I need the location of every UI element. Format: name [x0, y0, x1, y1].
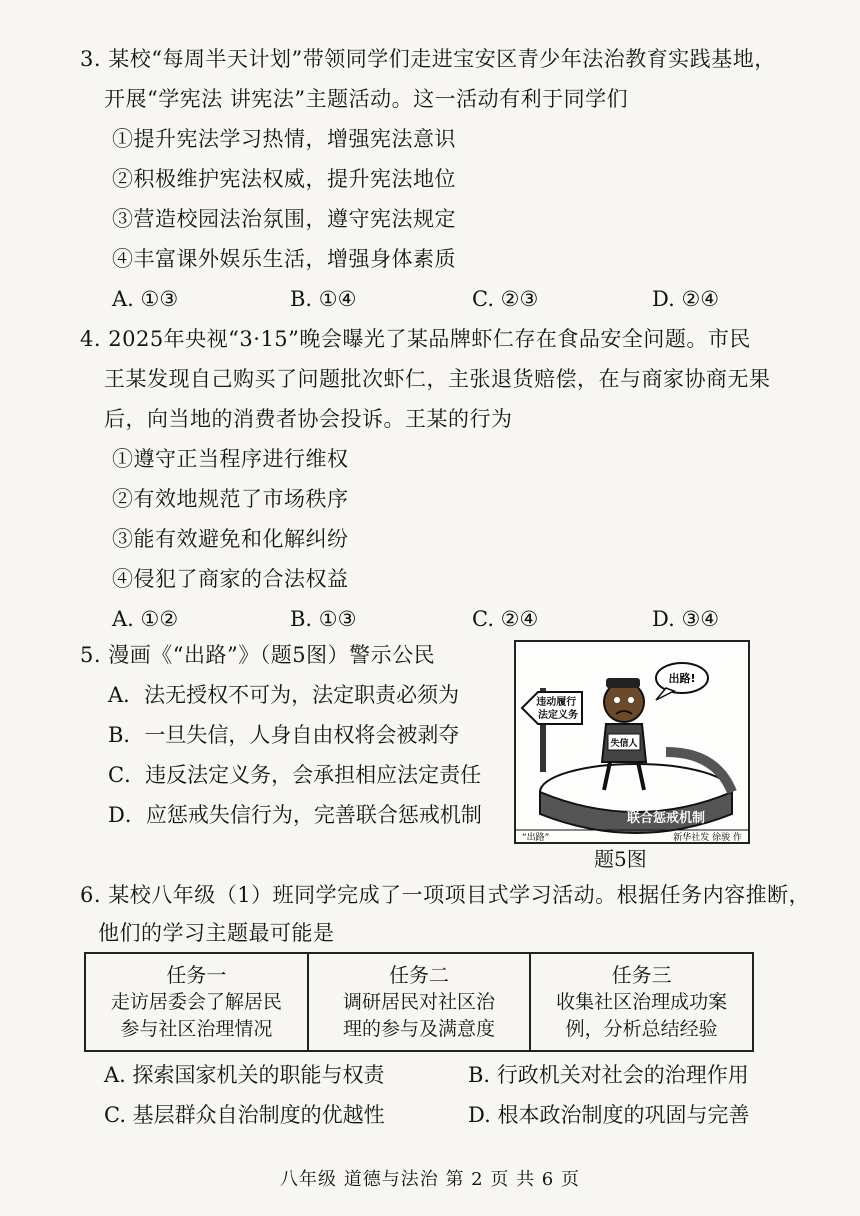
q4-option-b: B. ①③	[290, 607, 357, 631]
q3-option-b: B. ①④	[290, 287, 357, 311]
task-title: 任务三	[611, 962, 672, 987]
task-cell-1	[85, 953, 308, 1051]
q3-statement: ①提升宪法学习热情，增强宪法意识	[112, 127, 456, 151]
q3-stem-line-1: 3. 某校“每周半天计划”带领同学们走进宝安区青少年法治教育实践基地，	[80, 44, 776, 74]
q3-statement: ②积极维护宪法权威，提升宪法地位	[112, 167, 456, 191]
credit-left: “出路”	[522, 833, 550, 842]
q6-option-a: A. 探索国家机关的职能与权责	[104, 1063, 385, 1087]
signpost-text: 违动履行 法定义务	[536, 697, 578, 721]
person-label: 失信人	[610, 739, 638, 749]
q4-option-c: C. ②④	[472, 607, 539, 631]
cartoon-figure	[514, 640, 750, 844]
q3-option-d: D. ②④	[652, 287, 720, 311]
table-row	[85, 953, 753, 1051]
q3-number: 3.	[80, 47, 102, 71]
page-footer: 八年级 道德与法治 第 2 页 共 6 页	[280, 1169, 580, 1190]
task-title: 任务一	[166, 962, 227, 987]
q3-option-c: C. ②③	[472, 287, 539, 311]
ring-text: 联合惩戒机制	[626, 811, 706, 826]
task-table	[84, 952, 754, 1052]
q3-statement: ④丰富课外娱乐生活，增强身体素质	[112, 247, 456, 271]
task-line: 调研居民对社区治	[342, 990, 495, 1013]
figure-caption: 题5图	[594, 847, 647, 871]
task-title: 任务二	[388, 962, 449, 987]
q4-option-d: D. ③④	[652, 607, 720, 631]
q5-number: 5.	[80, 643, 102, 667]
q4-number: 4.	[80, 327, 102, 351]
credit-right: 新华社发 徐骏 作	[673, 833, 742, 842]
q5-option-d: D．应惩戒失信行为，完善联合惩戒机制	[108, 803, 482, 827]
q6-number: 6.	[80, 883, 102, 907]
task-line: 理的参与及满意度	[342, 1017, 495, 1040]
task-line: 收集社区治理成功案	[556, 990, 728, 1013]
q5-stem: 5. 漫画《“出路”》（题5图）警示公民	[80, 640, 435, 670]
task-line: 例，分析总结经验	[565, 1017, 718, 1040]
task-line: 参与社区治理情况	[120, 1017, 273, 1040]
q3-stem-line-2: 开展“学宪法 讲宪法”主题活动。这一活动有利于同学们	[104, 87, 629, 111]
q3-statement: ③营造校园法治氛围，遵守宪法规定	[112, 207, 456, 231]
q4-statement: ④侵犯了商家的合法权益	[112, 567, 349, 591]
q3-option-a: A. ①③	[112, 287, 179, 311]
q5-option-b: B．一旦失信，人身自由权将会被剥夺	[108, 723, 460, 747]
bubble-text: 出路!	[668, 672, 696, 685]
q4-stem-line-2: 王某发现自己购买了问题批次虾仁，主张退货赔偿，在与商家协商无果	[104, 367, 771, 391]
task-line: 走访居委会了解居民	[110, 990, 282, 1013]
q4-statement: ③能有效避免和化解纠纷	[112, 527, 349, 551]
cartoon-illustration	[516, 642, 748, 842]
q4-statement: ②有效地规范了市场秩序	[112, 487, 349, 511]
q4-stem-line-3: 后，向当地的消费者协会投诉。王某的行为	[104, 407, 513, 431]
q4-option-a: A. ①②	[112, 607, 179, 631]
q6-option-b: B. 行政机关对社会的治理作用	[468, 1063, 749, 1087]
task-cell-2	[308, 953, 531, 1051]
q6-stem-line-1: 6. 某校八年级（1）班同学完成了一项项目式学习活动。根据任务内容推断，	[80, 880, 810, 910]
q6-stem-line-2: 他们的学习主题最可能是	[98, 921, 335, 945]
q6-option-c: C. 基层群众自治制度的优越性	[104, 1103, 385, 1127]
q6-option-d: D. 根本政治制度的巩固与完善	[468, 1103, 750, 1127]
q5-option-a: A．法无授权不可为，法定职责必须为	[108, 683, 460, 707]
task-cell-3	[530, 953, 753, 1051]
q5-option-c: C．违反法定义务，会承担相应法定责任	[108, 763, 482, 787]
q4-statement: ①遵守正当程序进行维权	[112, 447, 349, 471]
q4-stem-line-1: 4. 2025年央视“3·15”晚会曝光了某品牌虾仁存在食品安全问题。市民	[80, 324, 751, 354]
